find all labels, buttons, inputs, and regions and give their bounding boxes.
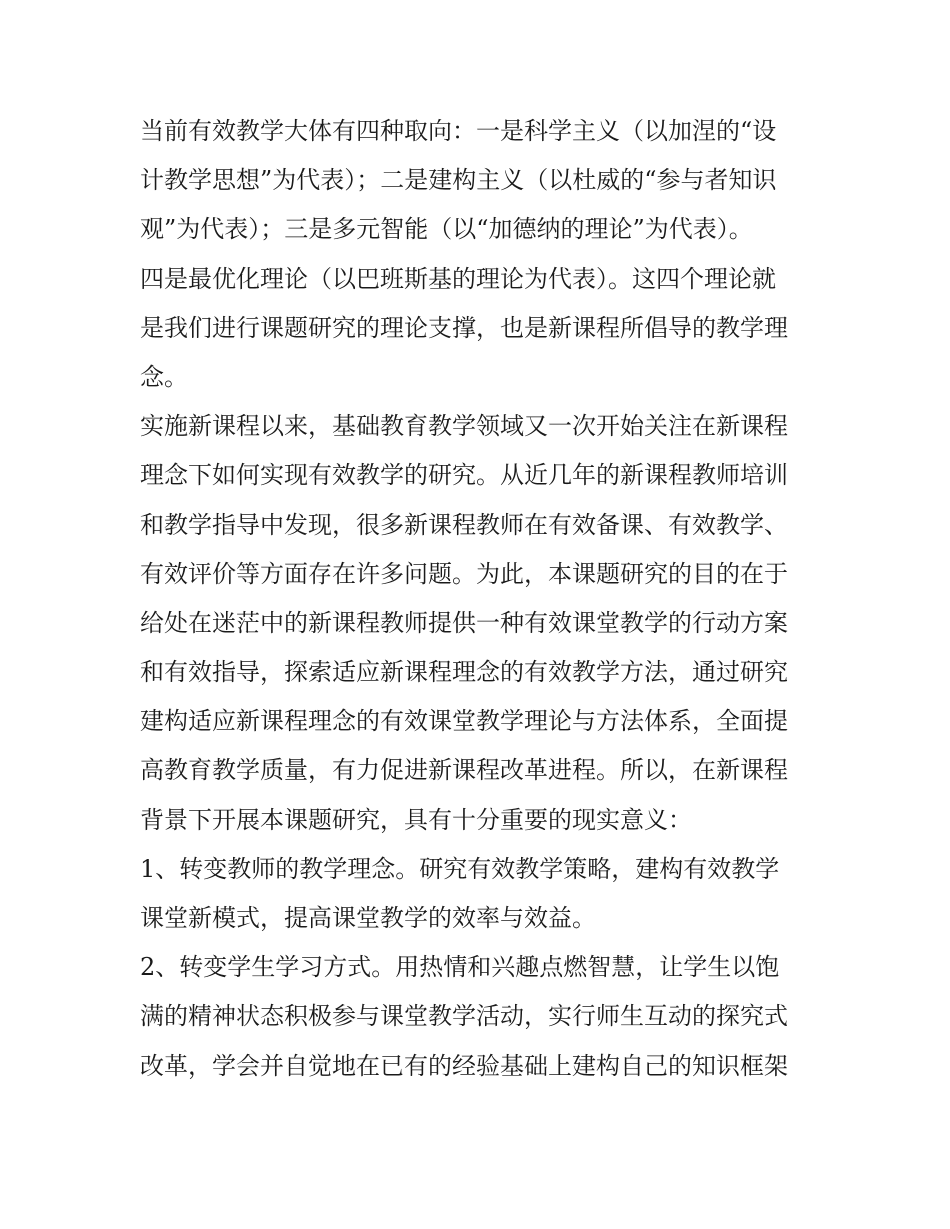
text-line: 满的精神状态积极参与课堂教学活动，实行师生互动的探究式 bbox=[140, 1002, 788, 1031]
paragraph-research-purpose bbox=[140, 402, 830, 845]
text-line: 实施新课程以来，基础教育教学领域又一次开始关注在新课程 bbox=[140, 412, 788, 441]
text-line: 课堂新模式，提高课堂教学的效率与效益。 bbox=[140, 904, 596, 932]
text-line: 四是最优化理论（以巴班斯基的理论为代表）。这四个理论就 bbox=[140, 264, 776, 293]
text-line: 和教学指导中发现，很多新课程教师在有效备课、有效教学、 bbox=[140, 510, 788, 539]
text-line: 理念下如何实现有效教学的研究。从近几年的新课程教师培训 bbox=[140, 461, 788, 490]
text-line: 当前有效教学大体有四种取向：一是科学主义（以加涅的“设 bbox=[140, 117, 777, 145]
text-line: 高教育教学质量，有力促进新课程改革进程。所以，在新课程 bbox=[140, 756, 788, 785]
paragraph-point-1 bbox=[140, 845, 830, 943]
text-line: 给处在迷茫中的新课程教师提供一种有效课堂教学的行动方案 bbox=[140, 608, 788, 637]
text-line: 念。 bbox=[140, 362, 188, 391]
text-line: 有效评价等方面存在许多问题。为此，本课题研究的目的在于 bbox=[140, 559, 788, 588]
text-line: 计教学思想”为代表）；二是建构主义（以杜威的“参与者知识 bbox=[140, 166, 777, 195]
text-line: 是我们进行课题研究的理论支撑，也是新课程所倡导的教学理 bbox=[140, 313, 788, 342]
text-line: 背景下开展本课题研究，具有十分重要的现实意义： bbox=[140, 805, 692, 834]
text-line: 建构适应新课程理念的有效课堂教学理论与方法体系，全面提 bbox=[140, 707, 788, 736]
text-line: 和有效指导，探索适应新课程理念的有效教学方法，通过研究 bbox=[140, 658, 788, 687]
document-body bbox=[140, 107, 830, 1091]
text-line: 改革，学会并自觉地在已有的经验基础上建构自己的知识框架 bbox=[140, 1051, 788, 1080]
text-line: 观”为代表）；三是多元智能（以“加德纳的理论”为代表）。 bbox=[140, 215, 753, 244]
text-line: 2、转变学生学习方式。用热情和兴趣点燃智慧，让学生以饱 bbox=[140, 953, 780, 982]
paragraph-point-2 bbox=[140, 943, 830, 1091]
paragraph-teaching-orientations bbox=[140, 107, 830, 402]
text-line: 1、转变教师的教学理念。研究有效教学策略，建构有效教学 bbox=[140, 854, 780, 883]
